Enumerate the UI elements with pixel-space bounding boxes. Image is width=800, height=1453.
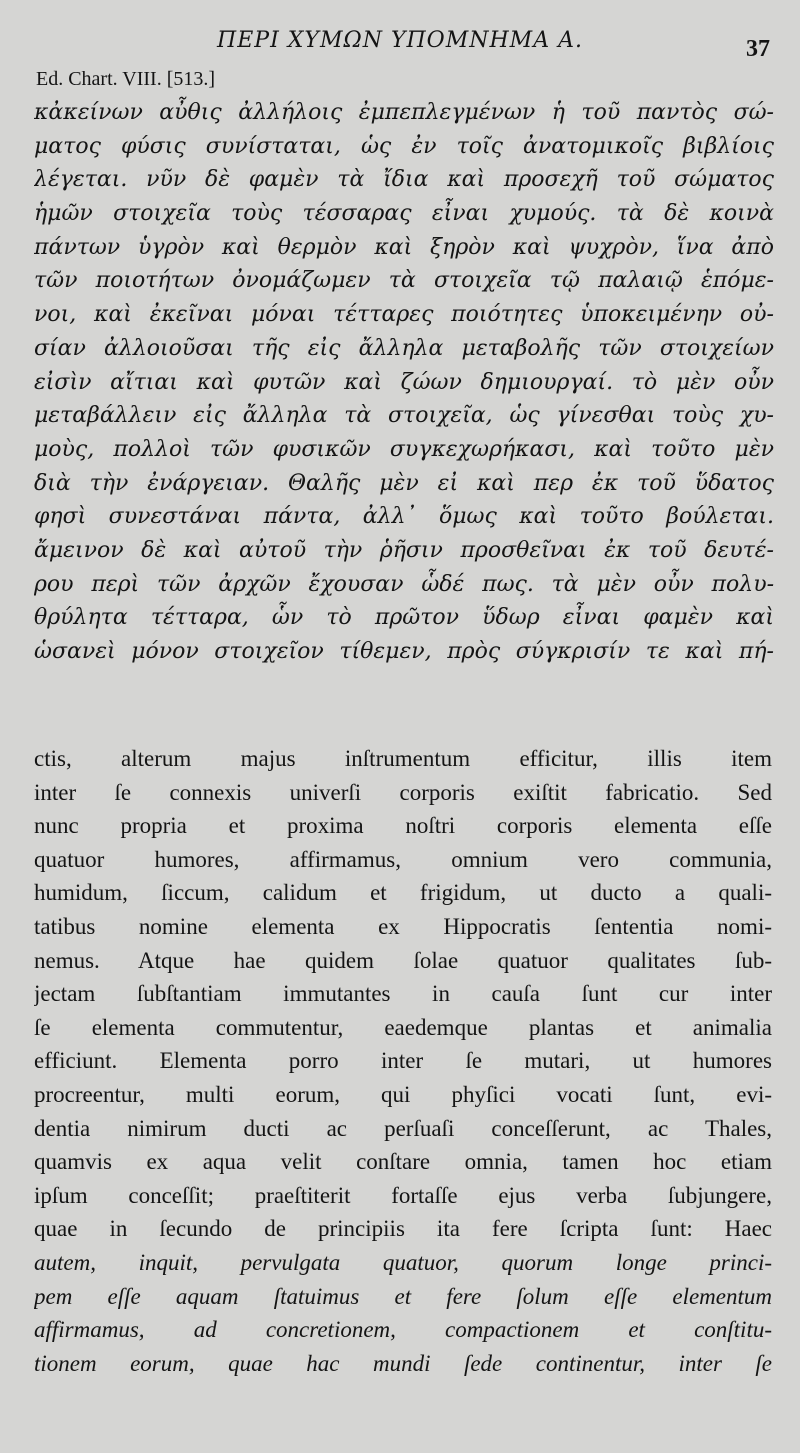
greek-line: λέγεται. νῦν δὲ φαμὲν τὰ ἴδια καὶ προσεχῆ τοῦ σώματος [34, 167, 774, 193]
latin-line: affirmamus, ad concretionem, compactionem et conſtitu- [34, 1317, 772, 1343]
latin-line: quae in ſecundo de principiis ita fere ſcripta ſunt: Haec [34, 1216, 772, 1242]
greek-line: τῶν ποιοτήτων ὀνομάζωμεν τὰ στοιχεῖα τῷ παλαιῷ ἑπόμε- [34, 268, 774, 294]
latin-line: ctis, alterum majus inſtrumentum efficitur, illis item [34, 746, 772, 771]
greek-line: θρύλητα τέτταρα, ὧν τὸ πρῶτον ὕδωρ εἶναι φαμὲν καὶ [34, 605, 774, 631]
greek-line: ματος φύσις συνίσταται, ὡς ἐν τοῖς ἀνατομικοῖς βιβλίοις [34, 133, 774, 159]
greek-line: ρου περὶ τῶν ἀρχῶν ἔχουσαν ὧδέ πως. τὰ μὲν οὖν πολυ- [34, 571, 774, 597]
latin-line: dentia nimirum ducti ac perſuaſi conceſſerunt, ac Thales, [34, 1115, 772, 1141]
greek-line: ἡμῶν στοιχεῖα τοὺς τέσσαρας εἶναι χυμούς. τὰ δὲ κοινὰ [34, 201, 774, 227]
latin-line: pem eſſe aquam ſtatuimus et fere ſolum eſſe elementum [34, 1283, 772, 1309]
latin-line: autem, inquit, pervulgata quatuor, quorum longe princi- [34, 1249, 772, 1275]
edition-reference: Ed. Chart. VIII. [513.] [36, 68, 216, 90]
greek-line: ἄμεινον δὲ καὶ αὐτοῦ τὴν ῥῆσιν προσθεῖναι ἐκ τοῦ δευτέ- [34, 537, 774, 563]
greek-line: κἀκείνων αὖθις ἀλλήλοις ἐμπεπλεγμένων ἡ τοῦ παντὸς σώ- [34, 100, 774, 125]
latin-line: quamvis ex aqua velit conſtare omnia, tamen hoc etiam [34, 1149, 772, 1175]
greek-line: φησὶ συνεστάναι πάντα, ἀλλ᾽ ὅμως καὶ τοῦτο βούλεται. [34, 504, 774, 530]
greek-line: νοι, καὶ ἐκεῖναι μόναι τέτταρες ποιότητες ὑποκειμένην οὐ- [34, 302, 774, 328]
greek-line: πάντων ὑγρὸν καὶ θερμὸν καὶ ξηρὸν καὶ ψυχρὸν, ἵνα ἀπὸ [34, 234, 774, 260]
running-head-title: ΠΕΡΙ ΧΥΜΩΝ ΥΠΟΜΝΗΜΑ Α. [217, 28, 583, 53]
greek-text-block [34, 96, 774, 669]
latin-line: inter ſe connexis univerſi corporis exiſtit fabricatio. Sed [34, 779, 772, 805]
latin-line: tatibus nomine elementa ex Hippocratis ſententia nomi- [34, 913, 772, 939]
greek-line: μοὺς, πολλοὶ τῶν φυσικῶν συγκεχωρήκασι, καὶ τοῦτο μὲν [34, 436, 774, 462]
page-number: 37 [746, 36, 770, 62]
latin-line: tionem eorum, quae hac mundi ſede continentur, inter ſe [34, 1350, 772, 1376]
latin-line: nunc propria et proxima noſtri corporis elementa eſſe [34, 813, 772, 839]
latin-line: ipſum conceſſit; praeſtiterit fortaſſe ejus verba ſubjungere, [34, 1182, 772, 1208]
greek-line: εἰσὶν αἴτιαι καὶ φυτῶν καὶ ζώων δημιουργαί. τὸ μὲν οὖν [34, 369, 774, 395]
greek-line: σίαν ἀλλοιοῦσαι τῆς εἰς ἄλληλα μεταβολῆς τῶν στοιχείων [34, 335, 774, 361]
latin-line: efficiunt. Elementa porro inter ſe mutari, ut humores [34, 1048, 772, 1074]
greek-line: ὡσανεὶ μόνον στοιχεῖον τίθεμεν, πρὸς σύγκρισίν τε καὶ πή- [34, 639, 774, 664]
greek-line: διὰ τὴν ἐνάργειαν. Θαλῆς μὲν εἰ καὶ περ ἐκ τοῦ ὕδατος [34, 470, 774, 496]
latin-line: quatuor humores, affirmamus, omnium vero communia, [34, 846, 772, 872]
latin-line: humidum, ſiccum, calidum et frigidum, ut ducto a quali- [34, 880, 772, 906]
latin-line: ſe elementa commutentur, eaedemque plantas et animalia [34, 1014, 772, 1040]
latin-text-block [34, 742, 772, 1380]
greek-line: μεταβάλλειν εἰς ἄλληλα τὰ στοιχεῖα, ὡς γίνεσθαι τοὺς χυ- [34, 403, 774, 429]
latin-line: nemus. Atque hae quidem ſolae quatuor qualitates ſub- [34, 947, 772, 973]
latin-line: jectam ſubſtantiam immutantes in cauſa ſunt cur inter [34, 981, 772, 1007]
latin-line: procreentur, multi eorum, qui phyſici vocati ſunt, evi- [34, 1081, 772, 1107]
